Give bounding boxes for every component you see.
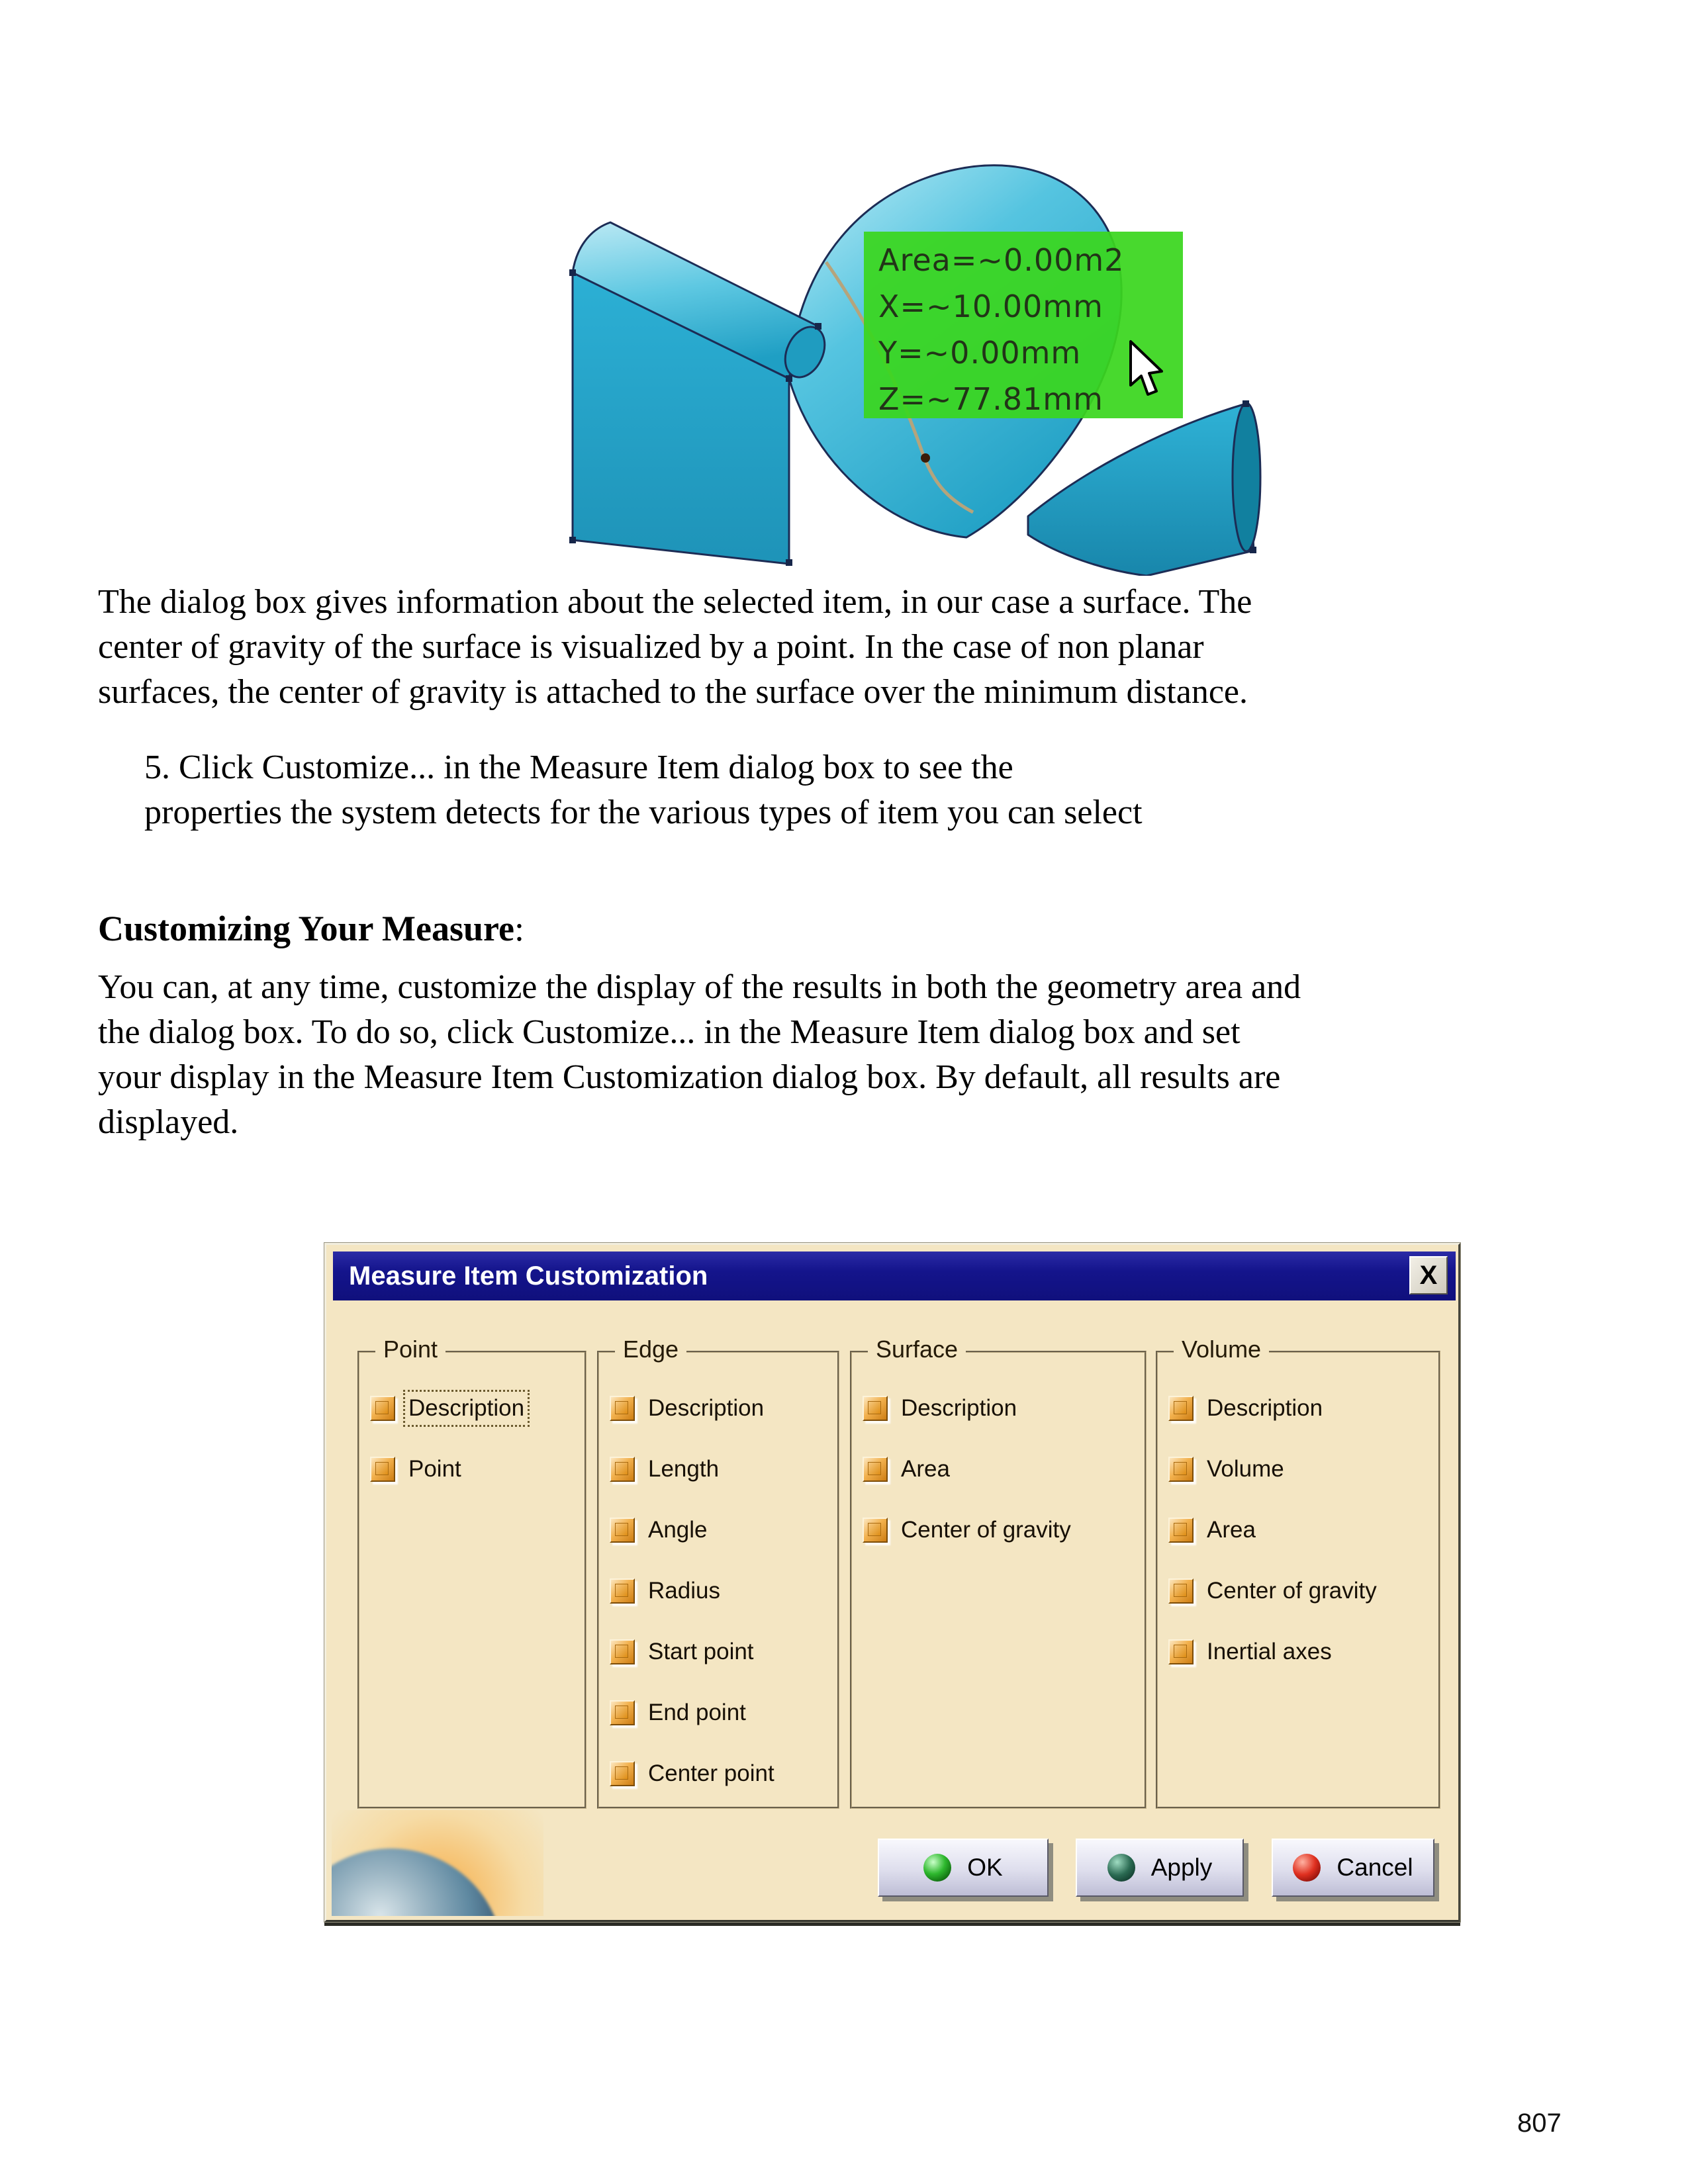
apply-button-label: Apply bbox=[1150, 1854, 1213, 1881]
checkbox-row bbox=[610, 1575, 832, 1607]
section-heading bbox=[98, 908, 524, 949]
checkbox-label: Center of gravity bbox=[1207, 1578, 1377, 1604]
tooltip-line-x: X=~10.00mm bbox=[878, 289, 1103, 324]
checkbox-icon[interactable] bbox=[863, 1518, 888, 1543]
cancel-button[interactable] bbox=[1272, 1839, 1434, 1897]
checkbox-inner bbox=[615, 1706, 628, 1719]
paragraph1-line: center of gravity of the surface is visualized by a point. In the case of non planar bbox=[98, 628, 1204, 666]
checkbox-icon[interactable] bbox=[1168, 1578, 1194, 1604]
checkbox-inner bbox=[375, 1401, 389, 1414]
green-sphere-icon bbox=[923, 1854, 951, 1882]
tooltip-line-z: Z=~77.81mm bbox=[878, 381, 1103, 417]
checkbox-row bbox=[1168, 1636, 1433, 1668]
group-volume bbox=[1156, 1336, 1440, 1809]
close-button[interactable] bbox=[1409, 1256, 1448, 1295]
checkbox-row bbox=[1168, 1514, 1433, 1546]
checkbox-label: Description bbox=[1207, 1395, 1323, 1421]
checkbox-label: Point bbox=[408, 1456, 461, 1482]
section-heading-text: Customizing Your Measure bbox=[98, 909, 514, 948]
checkbox-inner bbox=[1174, 1523, 1187, 1536]
cursor-icon bbox=[1127, 339, 1173, 402]
checkbox-label: Center of gravity bbox=[901, 1517, 1071, 1543]
checkbox-label: Angle bbox=[648, 1517, 708, 1543]
checkbox-icon[interactable] bbox=[1168, 1518, 1194, 1543]
globe-decoration bbox=[332, 1810, 543, 1916]
section-heading-colon: : bbox=[514, 909, 525, 948]
checkbox-icon[interactable] bbox=[370, 1396, 395, 1421]
checkbox-label: Radius bbox=[648, 1578, 720, 1604]
ok-button-label: OK bbox=[967, 1854, 1003, 1881]
checkbox-label: Length bbox=[648, 1456, 720, 1482]
checkbox-label: Area bbox=[1207, 1517, 1256, 1543]
checkbox-icon[interactable] bbox=[1168, 1396, 1194, 1421]
group-point bbox=[357, 1336, 586, 1809]
dialog-titlebar[interactable] bbox=[333, 1251, 1456, 1300]
checkbox-icon[interactable] bbox=[1168, 1639, 1194, 1664]
checkbox-inner bbox=[868, 1462, 881, 1475]
close-icon: X bbox=[1419, 1261, 1438, 1290]
checkbox-icon[interactable] bbox=[863, 1457, 888, 1482]
checkbox-inner bbox=[1174, 1462, 1187, 1475]
checkbox-inner bbox=[375, 1462, 389, 1475]
checkbox-inner bbox=[615, 1462, 628, 1475]
step5-line: 5. Click Customize... in the Measure Item dialog box to see the bbox=[144, 749, 1013, 786]
paragraph1-line: surfaces, the center of gravity is attached to the surface over the minimum distance. bbox=[98, 673, 1248, 711]
group-volume-label: Volume bbox=[1174, 1336, 1269, 1363]
paragraph2-line: You can, at any time, customize the display of the results in both the geometry area and bbox=[98, 968, 1301, 1006]
paragraph2-line: your display in the Measure Item Customization dialog box. By default, all results are bbox=[98, 1058, 1281, 1096]
checkbox-inner bbox=[868, 1523, 881, 1536]
checkbox-label: Inertial axes bbox=[1207, 1639, 1332, 1664]
checkbox-row bbox=[1168, 1392, 1433, 1424]
checkbox-icon[interactable] bbox=[370, 1457, 395, 1482]
page-number: 807 bbox=[1517, 2109, 1562, 2138]
checkbox-row bbox=[610, 1697, 832, 1729]
checkbox-label: Start point bbox=[648, 1639, 754, 1664]
checkbox-row bbox=[610, 1392, 832, 1424]
checkbox-label: Description bbox=[408, 1395, 525, 1421]
checkbox-inner bbox=[868, 1401, 881, 1414]
checkbox-inner bbox=[1174, 1584, 1187, 1597]
checkbox-row bbox=[1168, 1453, 1433, 1485]
checkbox-row bbox=[610, 1758, 832, 1790]
dark-green-sphere-icon bbox=[1107, 1854, 1135, 1882]
checkbox-row bbox=[863, 1392, 1139, 1424]
checkbox-icon[interactable] bbox=[1168, 1457, 1194, 1482]
checkbox-inner bbox=[1174, 1401, 1187, 1414]
paragraph2-line: the dialog box. To do so, click Customize... in the Measure Item dialog box and set bbox=[98, 1013, 1241, 1051]
group-surface bbox=[850, 1336, 1147, 1809]
checkbox-row bbox=[863, 1514, 1139, 1546]
checkbox-icon[interactable] bbox=[610, 1639, 635, 1664]
checkbox-inner bbox=[615, 1645, 628, 1658]
checkbox-row bbox=[863, 1453, 1139, 1485]
checkbox-label: Area bbox=[901, 1456, 950, 1482]
checkbox-label: Description bbox=[901, 1395, 1017, 1421]
tooltip-line-y: Y=~0.00mm bbox=[878, 335, 1082, 371]
checkbox-row bbox=[370, 1392, 579, 1424]
checkbox-icon[interactable] bbox=[610, 1396, 635, 1421]
checkbox-inner bbox=[1174, 1645, 1187, 1658]
group-edge-label: Edge bbox=[615, 1336, 686, 1363]
ok-button[interactable] bbox=[878, 1839, 1049, 1897]
checkbox-icon[interactable] bbox=[610, 1761, 635, 1786]
checkbox-label: Center point bbox=[648, 1760, 774, 1786]
checkbox-label: End point bbox=[648, 1700, 746, 1725]
checkbox-inner bbox=[615, 1584, 628, 1597]
checkbox-row bbox=[610, 1453, 832, 1485]
checkbox-icon[interactable] bbox=[610, 1700, 635, 1725]
tooltip-line-area: Area=~0.00m2 bbox=[878, 242, 1125, 278]
cad-figure bbox=[437, 93, 1264, 576]
group-surface-label: Surface bbox=[868, 1336, 966, 1363]
gravity-point bbox=[921, 453, 930, 463]
checkbox-row bbox=[610, 1636, 832, 1668]
checkbox-icon[interactable] bbox=[610, 1457, 635, 1482]
red-sphere-icon bbox=[1293, 1854, 1321, 1882]
group-edge bbox=[597, 1336, 839, 1809]
checkbox-inner bbox=[615, 1401, 628, 1414]
dialog-title: Measure Item Customization bbox=[349, 1261, 708, 1291]
checkbox-row bbox=[370, 1453, 579, 1485]
cancel-button-label: Cancel bbox=[1336, 1854, 1413, 1881]
measure-item-customization-dialog bbox=[324, 1243, 1460, 1922]
step5-line: properties the system detects for the various types of item you can select bbox=[144, 794, 1143, 831]
paragraph2-line: displayed. bbox=[98, 1103, 239, 1141]
checkbox-inner bbox=[615, 1766, 628, 1780]
apply-button[interactable] bbox=[1076, 1839, 1244, 1897]
checkbox-label: Description bbox=[648, 1395, 765, 1421]
checkbox-row bbox=[1168, 1575, 1433, 1607]
checkbox-icon[interactable] bbox=[610, 1518, 635, 1543]
group-point-label: Point bbox=[375, 1336, 445, 1363]
paragraph1-line: The dialog box gives information about the selected item, in our case a surface. The bbox=[98, 583, 1252, 621]
checkbox-icon[interactable] bbox=[863, 1396, 888, 1421]
checkbox-label: Volume bbox=[1207, 1456, 1284, 1482]
checkbox-inner bbox=[615, 1523, 628, 1536]
checkbox-row bbox=[610, 1514, 832, 1546]
checkbox-icon[interactable] bbox=[610, 1578, 635, 1604]
